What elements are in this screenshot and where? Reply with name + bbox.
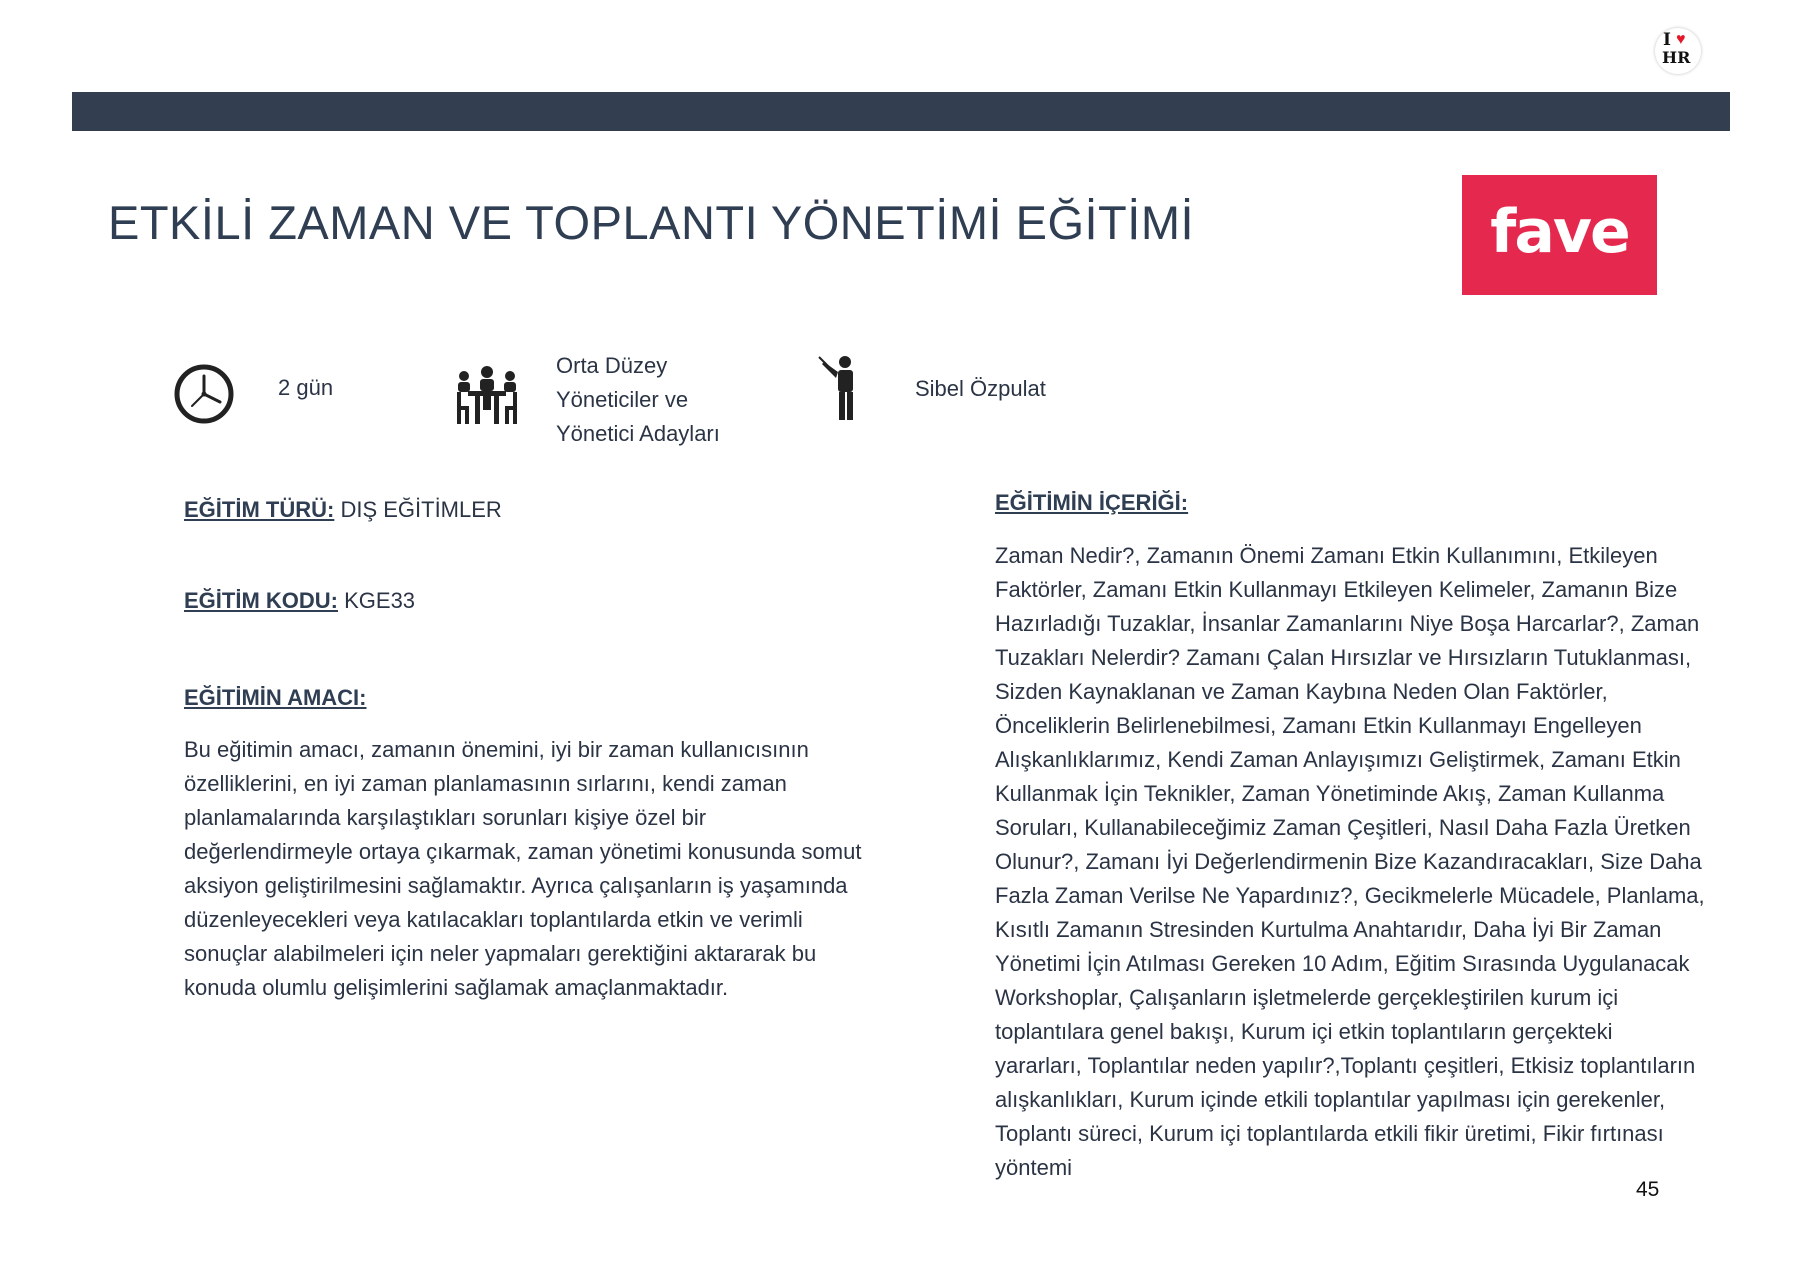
- duration-text: 2 gün: [278, 375, 334, 400]
- content-line: Önceliklerin Belirlenebilmesi, Zamanı Etkin Kullanmayı Engelleyen: [995, 713, 1642, 738]
- purpose-heading: EĞİTİMİN AMACI:: [184, 685, 367, 710]
- content-line: Zaman Nedir?, Zamanın Önemi Zamanı Etkin Kullanımını, Etkileyen: [995, 543, 1658, 568]
- content-line: toplantılara genel bakışı, Kurum içi etkin toplantıların gerçekteki: [995, 1019, 1613, 1044]
- purpose-line: Bu eğitimin amacı, zamanın önemini, iyi bir zaman kullanıcısının: [184, 737, 809, 762]
- heart-icon: ♥: [1676, 31, 1686, 48]
- purpose-line: planlamalarında karşılaştıkları sorunları kişiye özel bir: [184, 805, 707, 830]
- content-line: Hazırladığı Tuzaklar, İnsanlar Zamanlarını Niye Boşa Harcarlar?, Zaman: [995, 611, 1700, 636]
- fave-logo-text: fave: [1490, 197, 1629, 267]
- clock-icon: [174, 364, 234, 424]
- training-type: [184, 497, 502, 523]
- content-line: Olunur?, Zamanı İyi Değerlendirmenin Bize Kazandıracakları, Size Daha: [995, 849, 1702, 874]
- content-line: Sizden Kaynaklanan ve Zaman Kaybına Neden Olan Faktörler,: [995, 679, 1608, 704]
- purpose-line: konuda olumlu gelişimlerini sağlamak amaçlanmaktadır.: [184, 975, 729, 1000]
- content-line: yararları, Toplantılar neden yapılır?,Toplantı çeşitleri, Etkisiz toplantıların: [995, 1053, 1696, 1078]
- content-line: alışkanlıkları, Kurum içinde etkili toplantılar yapılması için gerekenler,: [995, 1087, 1666, 1112]
- purpose-line: aksiyon geliştirilmesini sağlamaktır. Ayrıca çalışanların iş yaşamında: [184, 873, 848, 898]
- purpose-line: düzenleyecekleri veya katılacakları toplantılarda etkin ve verimli: [184, 907, 803, 932]
- content-line: Soruları, Kullanabileceğimiz Zaman Çeşitleri, Nasıl Daha Fazla Üretken: [995, 815, 1691, 840]
- presenter-icon: [818, 356, 862, 422]
- logo-letter-i: I: [1663, 30, 1671, 50]
- purpose-paragraph: [184, 733, 944, 1005]
- content-line: Tuzakları Nelerdir? Zamanı Çalan Hırsızlar ve Hırsızların Tutuklanması,: [995, 645, 1692, 670]
- meeting-icon: [455, 364, 519, 426]
- training-code: [184, 588, 415, 614]
- header-band: [72, 92, 1730, 131]
- content-line: Kısıtlı Zamanın Stresinden Kurtulma Anahtarıdır, Daha İyi Bir Zaman: [995, 917, 1662, 942]
- page-number: 45: [1636, 1178, 1660, 1201]
- ilovehr-logo: [1655, 28, 1701, 74]
- audience-text: [556, 349, 720, 451]
- audience-line-1: Orta Düzey: [556, 353, 668, 378]
- audience-line-2: Yöneticiler ve: [556, 387, 689, 412]
- purpose-line: değerlendirmeyle ortaya çıkarmak, zaman yönetimi konusunda somut: [184, 839, 862, 864]
- content-paragraph: [995, 539, 1785, 1185]
- content-line: Fazla Zaman Verilse Ne Yapardınız?, Gecikmelerle Mücadele, Planlama,: [995, 883, 1705, 908]
- content-line: Toplantı süreci, Kurum içi toplantılarda etkili fikir üretimi, Fikir fırtınası: [995, 1121, 1664, 1146]
- content-line: Alışkanlıklarımız, Kendi Zaman Anlayışımızı Geliştirmek, Zamanı Etkin: [995, 747, 1681, 772]
- training-code-value: KGE33: [338, 588, 416, 613]
- content-line: Faktörler, Zamanı Etkin Kullanmayı Etkileyen Kelimeler, Zamanın Bize: [995, 577, 1678, 602]
- trainer-text: Sibel Özpulat: [915, 376, 1046, 401]
- training-type-value: DIŞ EĞİTİMLER: [334, 497, 502, 522]
- content-line: yöntemi: [995, 1155, 1073, 1180]
- audience-line-3: Yönetici Adayları: [556, 421, 720, 446]
- fave-logo: [1462, 175, 1657, 295]
- purpose-line: özelliklerini, en iyi zaman planlamasının sırlarını, kendi zaman: [184, 771, 787, 796]
- content-line: Kullanmak İçin Teknikler, Zaman Yönetiminde Akış, Zaman Kullanma: [995, 781, 1665, 806]
- content-heading: EĞİTİMİN İÇERİĞİ:: [995, 490, 1189, 515]
- purpose-line: sonuçlar alabilmeleri için neler yapmaları gerektiğini aktararak bu: [184, 941, 817, 966]
- training-type-label: EĞİTİM TÜRÜ:: [184, 497, 335, 522]
- content-line: Workshoplar, Çalışanların işletmelerde gerçekleştirilen kurum içi: [995, 985, 1619, 1010]
- logo-letters-hr: HR: [1662, 48, 1691, 67]
- content-line: Yönetimi İçin Atılması Gereken 10 Adım, Eğitim Sırasında Uygulanacak: [995, 951, 1690, 976]
- page-title: ETKİLİ ZAMAN VE TOPLANTI YÖNETİMİ EĞİTİMİ: [108, 196, 1195, 249]
- training-code-label: EĞİTİM KODU:: [184, 588, 338, 613]
